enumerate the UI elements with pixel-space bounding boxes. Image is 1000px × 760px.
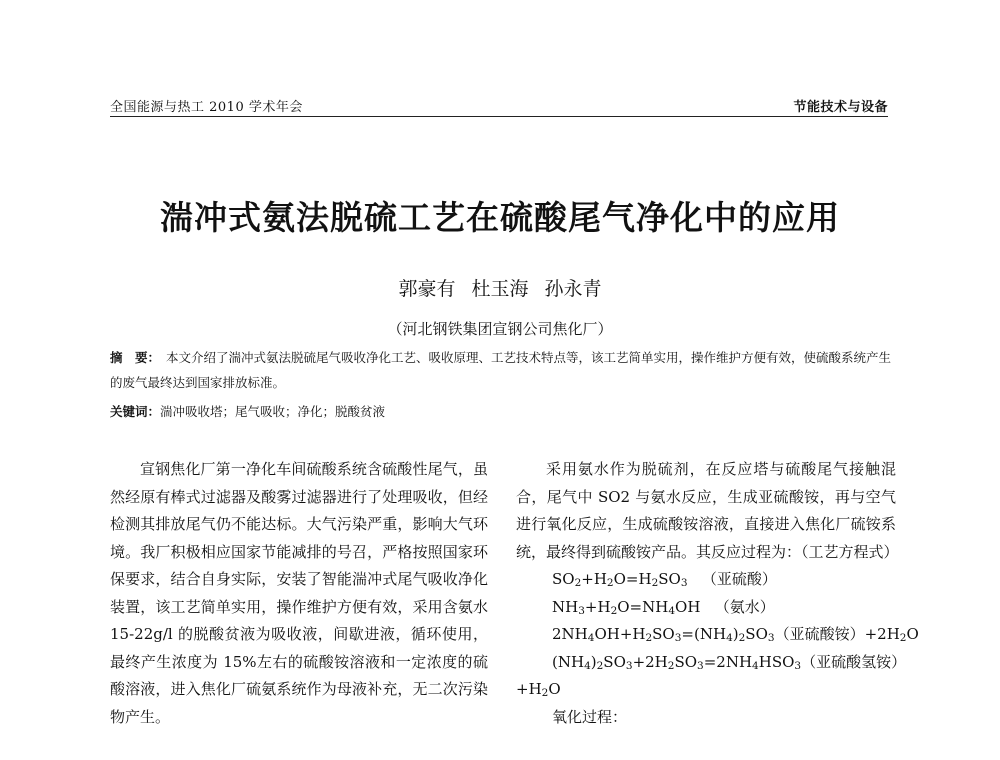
left-paragraph: 宣钢焦化厂第一净化车间硫酸系统含硫酸性尾气，虽然经原有棒式过滤器及酸雾过滤器进行了处理吸收，但经检测其排放尾气仍不能达标。大气污染严重，影响大气环境。我厂积极相应国家节能减排的号召，严格按照国家环保要求，结合自身实际，安装了智能湍冲式尾气吸收净化装置，该工艺简单实用，操作维护方便有效，采用含氨水 15-22g/l 的脱酸贫液为吸收液，间歇进液，循环使用，最终产生浓度为 15%左右的硫酸铵溶液和一定浓度的硫酸溶液，进入焦化厂硫氨系统作为母液补充，无二次污染物产生。 <box>110 460 488 726</box>
equation-4-label: （亚硫酸氢铵） <box>801 652 907 671</box>
abstract <box>110 345 892 395</box>
oxidation-heading: 氧化过程： <box>552 707 628 726</box>
left-column <box>110 456 488 731</box>
right-column <box>516 456 919 731</box>
equation-2: $NH_3+H_2O=NH_4OH$ （氨水） <box>552 597 775 617</box>
affiliation: （河北钢铁集团宣钢公司焦化厂） <box>387 320 613 338</box>
abstract-label: 摘 要： <box>110 350 161 365</box>
abstract-text: 本文介绍了湍冲式氨法脱硫尾气吸收净化工艺、吸收原理、工艺技术特点等，该工艺简单实用，操作维护方便有效，使硫酸系统产生的废气最终达到国家排放标准。 <box>110 350 892 390</box>
authors: 郭豪有 杜玉海 孙永青 <box>398 278 602 300</box>
right-paragraph: 采用氨水作为脱硫剂，在反应塔与硫酸尾气接触混合，尾气中 SO2 与氨水反应，生成亚硫酸铵，再与空气进行氧化反应，生成硫酸铵溶液，直接进入焦化厂硫铵系统，最终得到硫酸铵产品。其反应过程为：（工艺方程式） <box>516 460 899 561</box>
equation-3: $2NH_4OH+H_2SO_3=(NH_4)_2SO_3$（亚硫酸铵）$+2H_2O$ <box>552 625 919 645</box>
keywords-label: 关键词： <box>110 404 161 419</box>
keywords <box>110 402 892 420</box>
equation-1: $SO_2+H_2O=H_2SO_3$ （亚硫酸） <box>552 570 777 590</box>
paper-title: 湍冲式氨法脱硫工艺在硫酸尾气净化中的应用 <box>160 198 840 237</box>
keywords-text: 湍冲吸收塔；尾气吸收；净化；脱酸贫液 <box>160 404 386 419</box>
equation-4-tail: $+H_2O$ <box>516 680 561 700</box>
equation-2-label: （氨水） <box>714 597 775 616</box>
equation-4: $(NH_4)_2SO_3+2H_2SO_3=2NH_4HSO_3$（亚硫酸氢铵） <box>552 652 907 672</box>
running-header-left: 全国能源与热工 2010 学术年会 <box>110 100 303 115</box>
equation-3-label: （亚硫酸铵） <box>774 625 865 643</box>
header-rule <box>110 116 888 117</box>
equation-1-label: （亚硫酸） <box>701 570 777 588</box>
running-header-right: 节能技术与设备 <box>793 100 888 115</box>
